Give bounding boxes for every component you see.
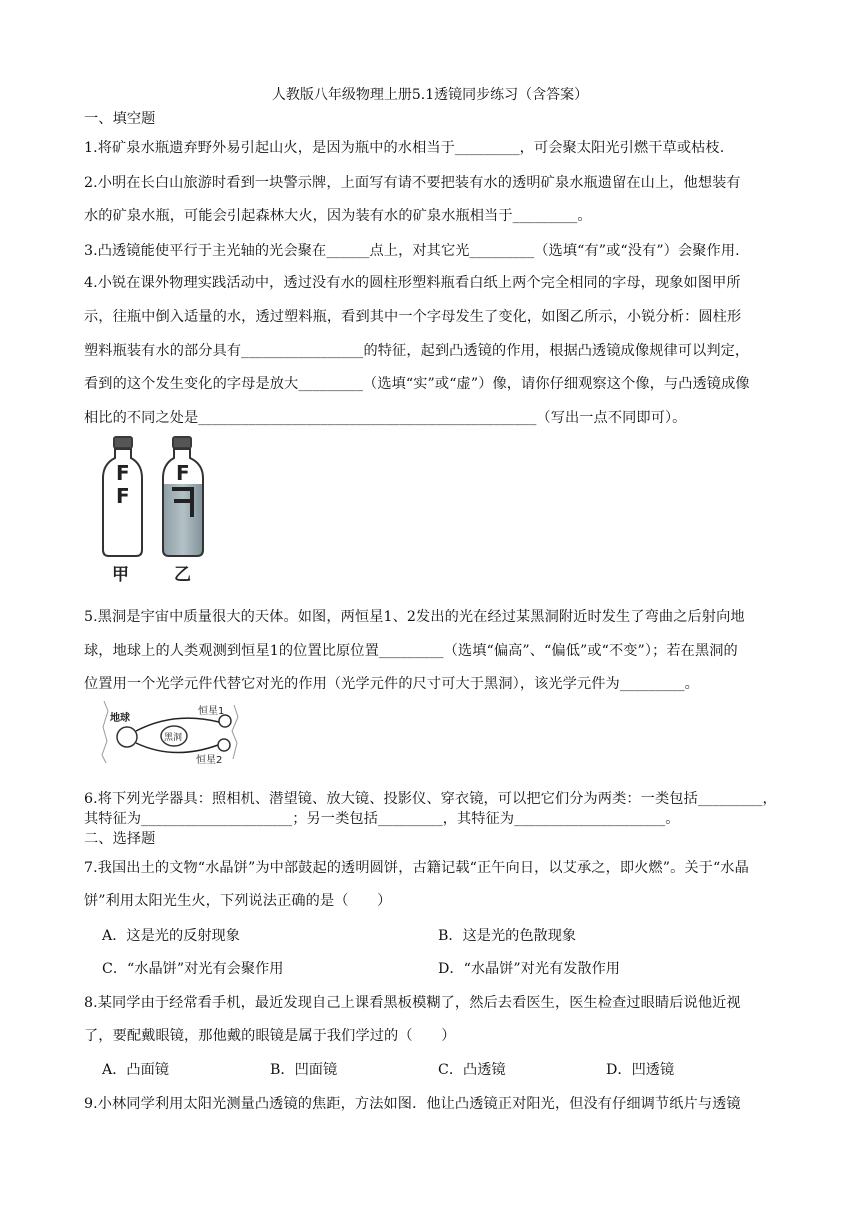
q8-option-b: B．凹面镜	[270, 1062, 338, 1078]
q8-option-c: C．凸透镜	[438, 1062, 506, 1078]
label-yi: 乙	[174, 565, 191, 584]
star-2-label: 恒星2	[196, 755, 223, 766]
question-4-line-4: 看到的这个发生变化的字母是放大_________（选填“实”或“虚”）像，请你仔细观察这个像，与凸透镜成像	[84, 376, 750, 392]
section-heading-choice: 二、选择题	[84, 831, 156, 847]
question-6-line-1: 6.将下列光学器具：照相机、潜望镜、放大镜、投影仪、穿衣镜，可以把它们分为两类：一类包括_________，	[84, 791, 777, 807]
q7-option-a: A．这是光的反射现象	[102, 928, 240, 944]
question-7-line-2: 饼”利用太阳光生火，下列说法正确的是（ ）	[84, 893, 392, 909]
question-1: 1.将矿泉水瓶遗弃野外易引起山火，是因为瓶中的水相当于_________，可会聚太阳光引燃干草或枯枝.	[84, 140, 725, 156]
question-8-line-1: 8.某同学由于经常看手机，最近发现自己上课看黑板模糊了，然后去看医生，医生检查过眼睛后说他近视	[84, 995, 741, 1011]
star-1-label: 恒星1	[198, 706, 225, 717]
question-5-line-1: 5.黑洞是宇宙中质量很大的天体。如图，两恒星1、2发出的光在经过某黑洞附近时发生了弯曲之后射向地	[84, 609, 745, 625]
document-title: 人教版八年级物理上册5.1透镜同步练习（含答案）	[271, 87, 589, 103]
question-2-line-2: 水的矿泉水瓶，可能会引起森林大火，因为装有水的矿泉水瓶相当于_________。	[84, 208, 592, 224]
question-6-line-2: 其特征为_____________________；另一类包括_________，其特征为_____________________。	[84, 811, 680, 827]
earth-label: 地球	[110, 713, 130, 724]
letter-f-upper: F	[176, 461, 190, 485]
question-5-line-3: 位置用一个光学元件代替它对光的作用（光学元件的尺寸可大于黑洞），该光学元件为_________。	[84, 676, 699, 692]
question-4-line-5: 相比的不同之处是_______________________________________________（写出一点不同即可）。	[84, 410, 687, 426]
q7-option-c: C．“水晶饼”对光有会聚作用	[102, 961, 284, 977]
bottle-with-water	[163, 436, 203, 556]
letter-f-upper: F	[116, 461, 130, 485]
question-7-line-1: 7.我国出土的文物“水晶饼”为中部鼓起的透明圆饼，古籍记载“正午向日，以艾承之，即火燃”。关于“水晶	[84, 860, 749, 876]
bottle-empty	[103, 436, 142, 556]
q8-option-a: A．凸面镜	[102, 1062, 169, 1078]
question-4-line-1: 4.小锐在课外物理实践活动中，透过没有水的圆柱形塑料瓶看白纸上两个完全相同的字母，现象如图甲所	[84, 275, 741, 291]
question-4-line-3: 塑料瓶装有水的部分具有_________________的特征，起到凸透镜的作用，根据凸透镜成像规律可以判定，	[84, 343, 750, 359]
black-hole-figure	[100, 697, 242, 767]
q7-option-d: D．“水晶饼”对光有发散作用	[438, 961, 620, 977]
question-2-line-1: 2.小明在长白山旅游时看到一块警示牌，上面写有请不要把装有水的透明矿泉水瓶遗留在山上，他想装有	[84, 175, 741, 191]
bottles-figure	[96, 432, 216, 584]
question-5-line-2: 球，地球上的人类观测到恒星1的位置比原位置_________（选填“偏高”、“偏低”或“不变”）；若在黑洞的	[84, 643, 738, 659]
question-9-line-1: 9.小林同学利用太阳光测量凸透镜的焦距，方法如图．他让凸透镜正对阳光，但没有仔细调节纸片与透镜	[84, 1096, 741, 1112]
letter-f-lower: F	[116, 484, 130, 508]
question-4-line-2: 示，往瓶中倒入适量的水，透过塑料瓶，看到其中一个字母发生了变化，如图乙所示，小锐分析：圆柱形	[84, 309, 742, 325]
q7-option-b: B．这是光的色散现象	[438, 928, 577, 944]
star-2-circle	[218, 739, 230, 751]
section-heading-fill-blank: 一、填空题	[84, 111, 156, 127]
question-3: 3.凸透镜能使平行于主光轴的光会聚在______点上，对其它光_________（选填“有”或“没有”）会聚作用.	[84, 243, 740, 259]
label-jia: 甲	[112, 565, 129, 584]
q8-option-d: D．凹透镜	[606, 1062, 675, 1078]
black-hole-label: 黑洞	[164, 733, 183, 743]
earth-circle	[117, 727, 137, 747]
question-8-line-2: 了，要配戴眼镜，那他戴的眼镜是属于我们学过的（ ）	[84, 1028, 456, 1044]
